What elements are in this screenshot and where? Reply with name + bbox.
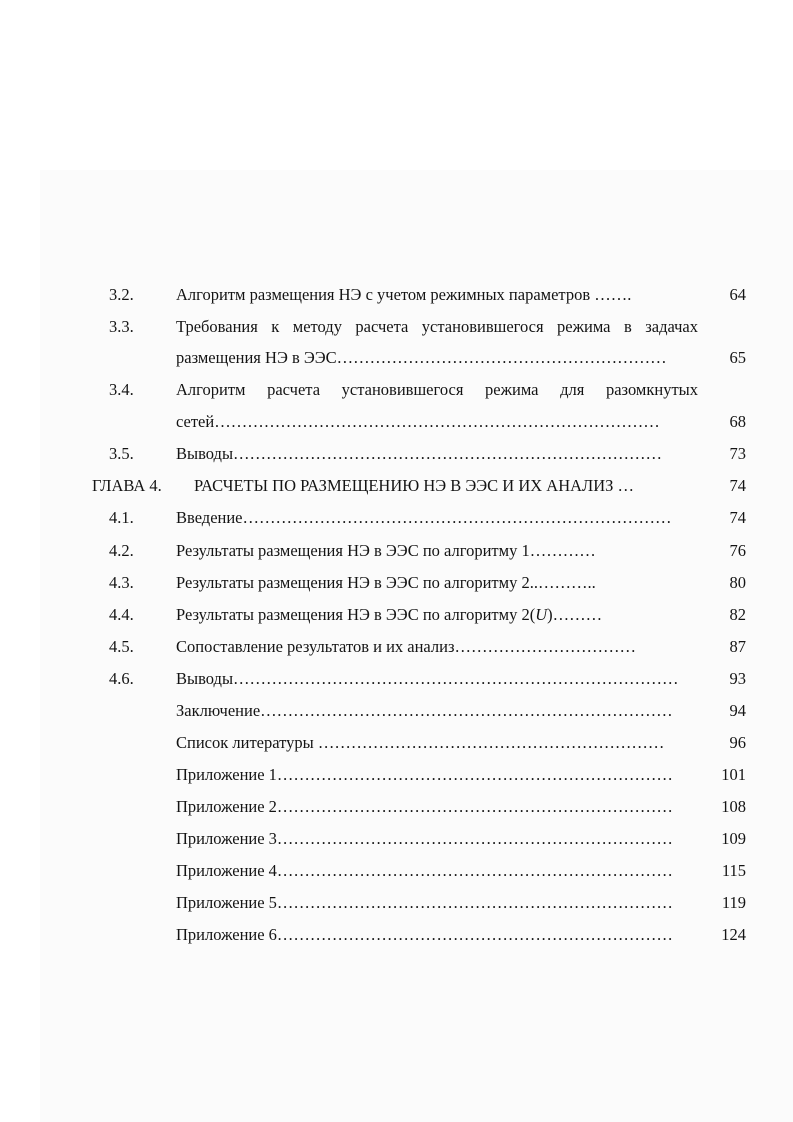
toc-entry bbox=[0, 698, 793, 724]
toc-entry-number: 3.2. bbox=[109, 285, 134, 304]
toc-entry-title: Приложение 3……………………………………………………………… bbox=[176, 829, 673, 848]
toc-entry-number: 4.3. bbox=[109, 573, 134, 592]
toc-chapter-title: РАСЧЕТЫ ПО РАЗМЕЩЕНИЮ НЭ В ЭЭС И ИХ АНАЛИЗ … bbox=[194, 476, 635, 495]
toc-entry-number: 4.6. bbox=[109, 669, 134, 688]
toc-entry-page: 109 bbox=[721, 829, 746, 848]
toc-entry-title: Приложение 5……………………………………………………………… bbox=[176, 893, 673, 912]
toc-entry-number: 4.2. bbox=[109, 541, 134, 560]
toc-entry bbox=[0, 602, 793, 628]
toc-entry-page: 80 bbox=[729, 573, 746, 592]
toc-entry-page: 96 bbox=[729, 733, 746, 752]
toc-entry-title: Приложение 6……………………………………………………………… bbox=[176, 925, 673, 944]
toc-entry bbox=[0, 826, 793, 852]
toc-entry bbox=[0, 377, 793, 403]
toc-entry-page: 74 bbox=[729, 476, 746, 495]
toc-entry-page: 115 bbox=[721, 861, 746, 880]
toc-entry-title: Заключение………………………………………………………………… bbox=[176, 701, 673, 720]
toc-entry-continuation bbox=[0, 345, 793, 371]
toc-entry-title: Результаты размещения НЭ в ЭЭС по алгоритму 2(U)……… bbox=[176, 605, 603, 624]
toc-entry-number: 4.1. bbox=[109, 508, 134, 527]
toc-entry-title: Приложение 4……………………………………………………………… bbox=[176, 861, 673, 880]
toc-entry-page: 82 bbox=[729, 605, 746, 624]
toc-entry-page: 108 bbox=[721, 797, 746, 816]
toc-entry bbox=[0, 538, 793, 564]
toc-entry bbox=[0, 794, 793, 820]
toc-entry bbox=[0, 762, 793, 788]
toc-entry-title: Сопоставление результатов и их анализ…………………………… bbox=[176, 637, 636, 656]
toc-entry-number: 3.5. bbox=[109, 444, 134, 463]
toc-entry-title: Введение…………………………………………………………………… bbox=[176, 508, 672, 527]
toc-entry bbox=[0, 441, 793, 467]
toc-entry-title: Результаты размещения НЭ в ЭЭС по алгоритму 2..……….. bbox=[176, 573, 596, 592]
toc-entry-page: 64 bbox=[729, 285, 746, 304]
toc-entry-continuation bbox=[0, 409, 793, 435]
toc-entry-title: Алгоритм расчета установившегося режима для разомкнутых bbox=[176, 380, 698, 399]
toc-entry-title: Выводы…………………………………………………………………… bbox=[176, 444, 663, 463]
toc-entry-page: 87 bbox=[729, 637, 746, 656]
toc-entry-page: 74 bbox=[729, 508, 746, 527]
variable-u: U bbox=[535, 605, 548, 624]
toc-entry-title: Приложение 2……………………………………………………………… bbox=[176, 797, 673, 816]
toc-entry bbox=[0, 858, 793, 884]
toc-entry-number: 3.4. bbox=[109, 380, 134, 399]
toc-entry bbox=[0, 666, 793, 692]
toc-entry bbox=[0, 730, 793, 756]
toc-entry bbox=[0, 505, 793, 531]
toc-entry-page: 65 bbox=[729, 348, 746, 367]
toc-entry bbox=[0, 634, 793, 660]
toc-entry-title-line-2: размещения НЭ в ЭЭС…………………………………………………… bbox=[176, 348, 667, 367]
toc-entry-page: 119 bbox=[721, 893, 746, 912]
toc-entry bbox=[0, 314, 793, 340]
toc-entry-number: 4.4. bbox=[109, 605, 134, 624]
toc-entry-page: 124 bbox=[721, 925, 746, 944]
toc-chapter-heading bbox=[0, 473, 793, 499]
toc-entry bbox=[0, 282, 793, 308]
toc-entry-title: Требования к методу расчета установившегося режима в задачах bbox=[176, 317, 698, 336]
toc-entry bbox=[0, 890, 793, 916]
toc-entry bbox=[0, 922, 793, 948]
toc-entry-page: 101 bbox=[721, 765, 746, 784]
toc-entry-title: Выводы……………………………………………………………………… bbox=[176, 669, 679, 688]
toc-chapter-label: ГЛАВА 4. bbox=[92, 476, 162, 495]
toc-entry-title-line-2: сетей……………………………………………………………………… bbox=[176, 412, 660, 431]
toc-entry-title: Алгоритм размещения НЭ с учетом режимных параметров ……. bbox=[176, 285, 632, 304]
toc-entry-number: 3.3. bbox=[109, 317, 134, 336]
toc-entry bbox=[0, 570, 793, 596]
toc-entry-title: Приложение 1……………………………………………………………… bbox=[176, 765, 673, 784]
toc-entry-page: 76 bbox=[729, 541, 746, 560]
toc-entry-page: 93 bbox=[729, 669, 746, 688]
toc-entry-page: 73 bbox=[729, 444, 746, 463]
toc-entry-page: 94 bbox=[729, 701, 746, 720]
toc-entry-page: 68 bbox=[729, 412, 746, 431]
toc-entry-title: Список литературы ……………………………………………………… bbox=[176, 733, 665, 752]
toc-entry-number: 4.5. bbox=[109, 637, 134, 656]
toc-entry-title: Результаты размещения НЭ в ЭЭС по алгоритму 1………… bbox=[176, 541, 596, 560]
